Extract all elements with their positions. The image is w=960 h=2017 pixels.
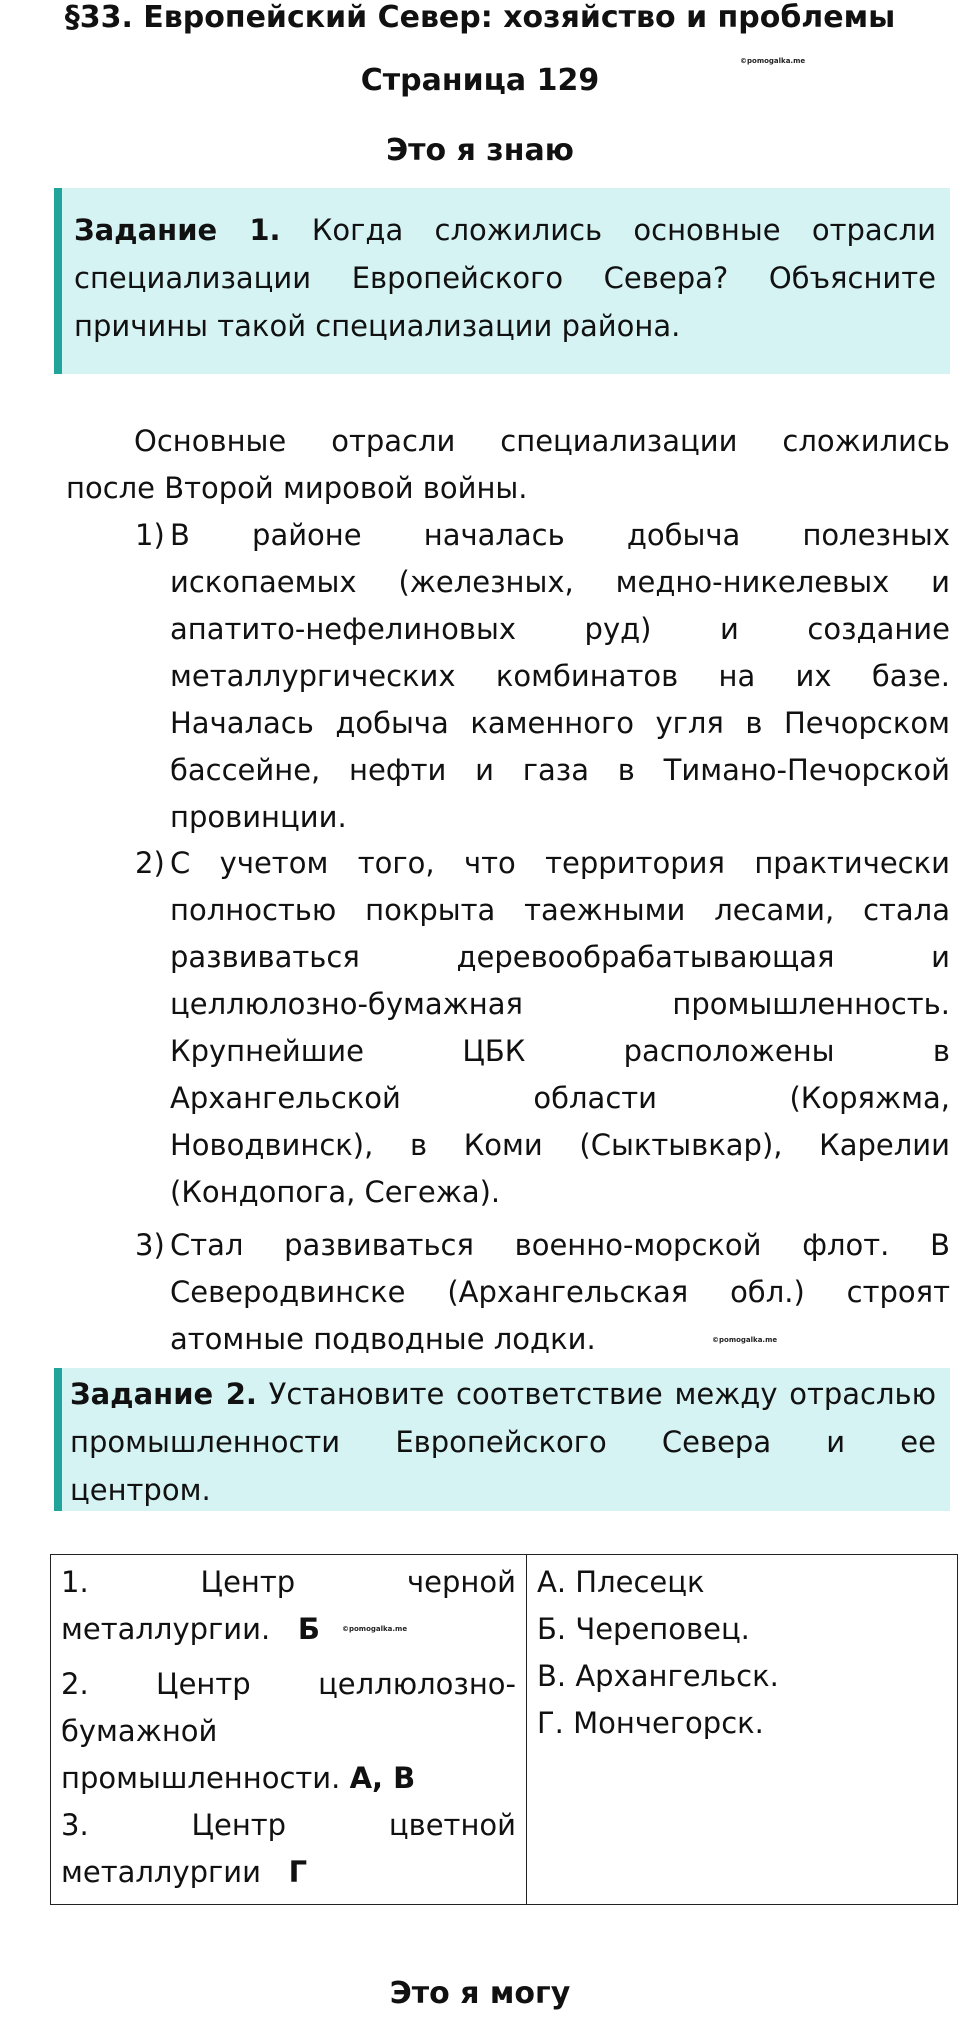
watermark: ©pomogalka.me — [712, 1336, 778, 1344]
list-item — [135, 1222, 950, 1363]
answer-intro-line-1: Основные отрасли специализации сложились — [134, 424, 950, 458]
answer-mark: Б — [297, 1612, 320, 1646]
list-item-line: ископаемых (железных, медно-никелевых и — [170, 565, 950, 599]
answer-intro-line-2: после Второй мировой войны. — [66, 471, 528, 505]
list-item-line: целлюлозно-бумажная промышленность. — [170, 987, 950, 1021]
list-item-line: апатито-нефелиновых руд) и создание — [170, 612, 950, 646]
list-item-line: провинции. — [170, 800, 347, 834]
list-item-line: (Кондопога, Сегежа). — [170, 1175, 501, 1209]
list-item-line: В районе началась добыча полезных — [170, 518, 950, 552]
table-row: металлургии. Б $^{©pomogalka.me}$ — [61, 1612, 408, 1646]
list-item: Г. Мончегорск. — [537, 1706, 764, 1740]
page-number: Страница 129 — [360, 63, 600, 98]
task2-line-1: Задание 2. Установите соответствие между отраслью — [70, 1377, 937, 1411]
list-item-line: Стал развиваться военно-морской флот. В — [170, 1228, 950, 1262]
task1-line-3: причины такой специализации района. — [74, 309, 681, 343]
list-item-number: 2) — [135, 846, 165, 880]
task2-box — [54, 1368, 950, 1511]
watermark: ©pomogalka.me — [740, 57, 806, 65]
table-row: 2. Центр целлюлозно- — [61, 1667, 516, 1701]
list-item — [135, 840, 950, 1216]
table-row: промышленности. А, В — [61, 1761, 416, 1795]
list-item-line: Архангельской области (Коряжма, — [170, 1081, 950, 1115]
list-item-number: 1) — [135, 518, 165, 552]
task1-line-1: Задание 1. Когда сложились основные отрасли — [74, 213, 936, 247]
list-item-line: развиваться деревообрабатывающая и — [170, 940, 950, 974]
list-item-line: Северодвинске (Архангельская обл.) строят — [170, 1275, 950, 1309]
task1-line-2: специализации Европейского Севера? Объясните — [74, 261, 936, 295]
task2-line-3: центром. — [70, 1473, 211, 1507]
list-item-line: Началась добыча каменного угля в Печорском — [170, 706, 950, 740]
list-item-line: бассейне, нефти и газа в Тимано-Печорской — [170, 753, 950, 787]
list-item-line: металлургических комбинатов на их базе. — [170, 659, 950, 693]
list-item-line: С учетом того, что территория практически — [170, 846, 950, 880]
watermark: ©pomogalka.me — [341, 1625, 408, 1633]
section-heading-can: Это я могу — [389, 1976, 571, 2011]
centers-cell — [527, 1555, 958, 1905]
page-title: §33. Европейский Север: хозяйство и проблемы — [64, 0, 896, 35]
list-item — [135, 512, 950, 841]
task2-label: Задание 2. — [70, 1377, 257, 1411]
table-row: 3. Центр цветной — [61, 1808, 516, 1842]
industries-cell — [51, 1555, 527, 1905]
table-row: бумажной — [61, 1714, 218, 1748]
answer-intro — [66, 418, 950, 512]
table-row: металлургии Г — [61, 1855, 308, 1889]
list-item-line: Крупнейшие ЦБК расположены в — [170, 1034, 950, 1068]
list-item: В. Архангельск. — [537, 1659, 779, 1693]
list-item-number: 3) — [135, 1228, 165, 1262]
list-item-line: Новодвинск), в Коми (Сыктывкар), Карелии — [170, 1128, 950, 1162]
section-heading-know: Это я знаю — [386, 133, 574, 168]
task1-box — [54, 188, 950, 374]
list-item: Б. Череповец. — [537, 1612, 750, 1646]
list-item: А. Плесецк — [537, 1565, 705, 1599]
matching-table — [50, 1554, 958, 1905]
answer-mark: А, В — [349, 1761, 416, 1795]
task2-line-2: промышленности Европейского Севера и ее — [70, 1425, 936, 1459]
list-item-line: полностью покрыта таежными лесами, стала — [170, 893, 950, 927]
list-item-line: атомные подводные лодки. — [170, 1322, 596, 1356]
answer-mark: Г — [288, 1855, 308, 1889]
task1-label: Задание 1. — [74, 213, 281, 247]
table-row: 1. Центр черной — [61, 1565, 516, 1599]
